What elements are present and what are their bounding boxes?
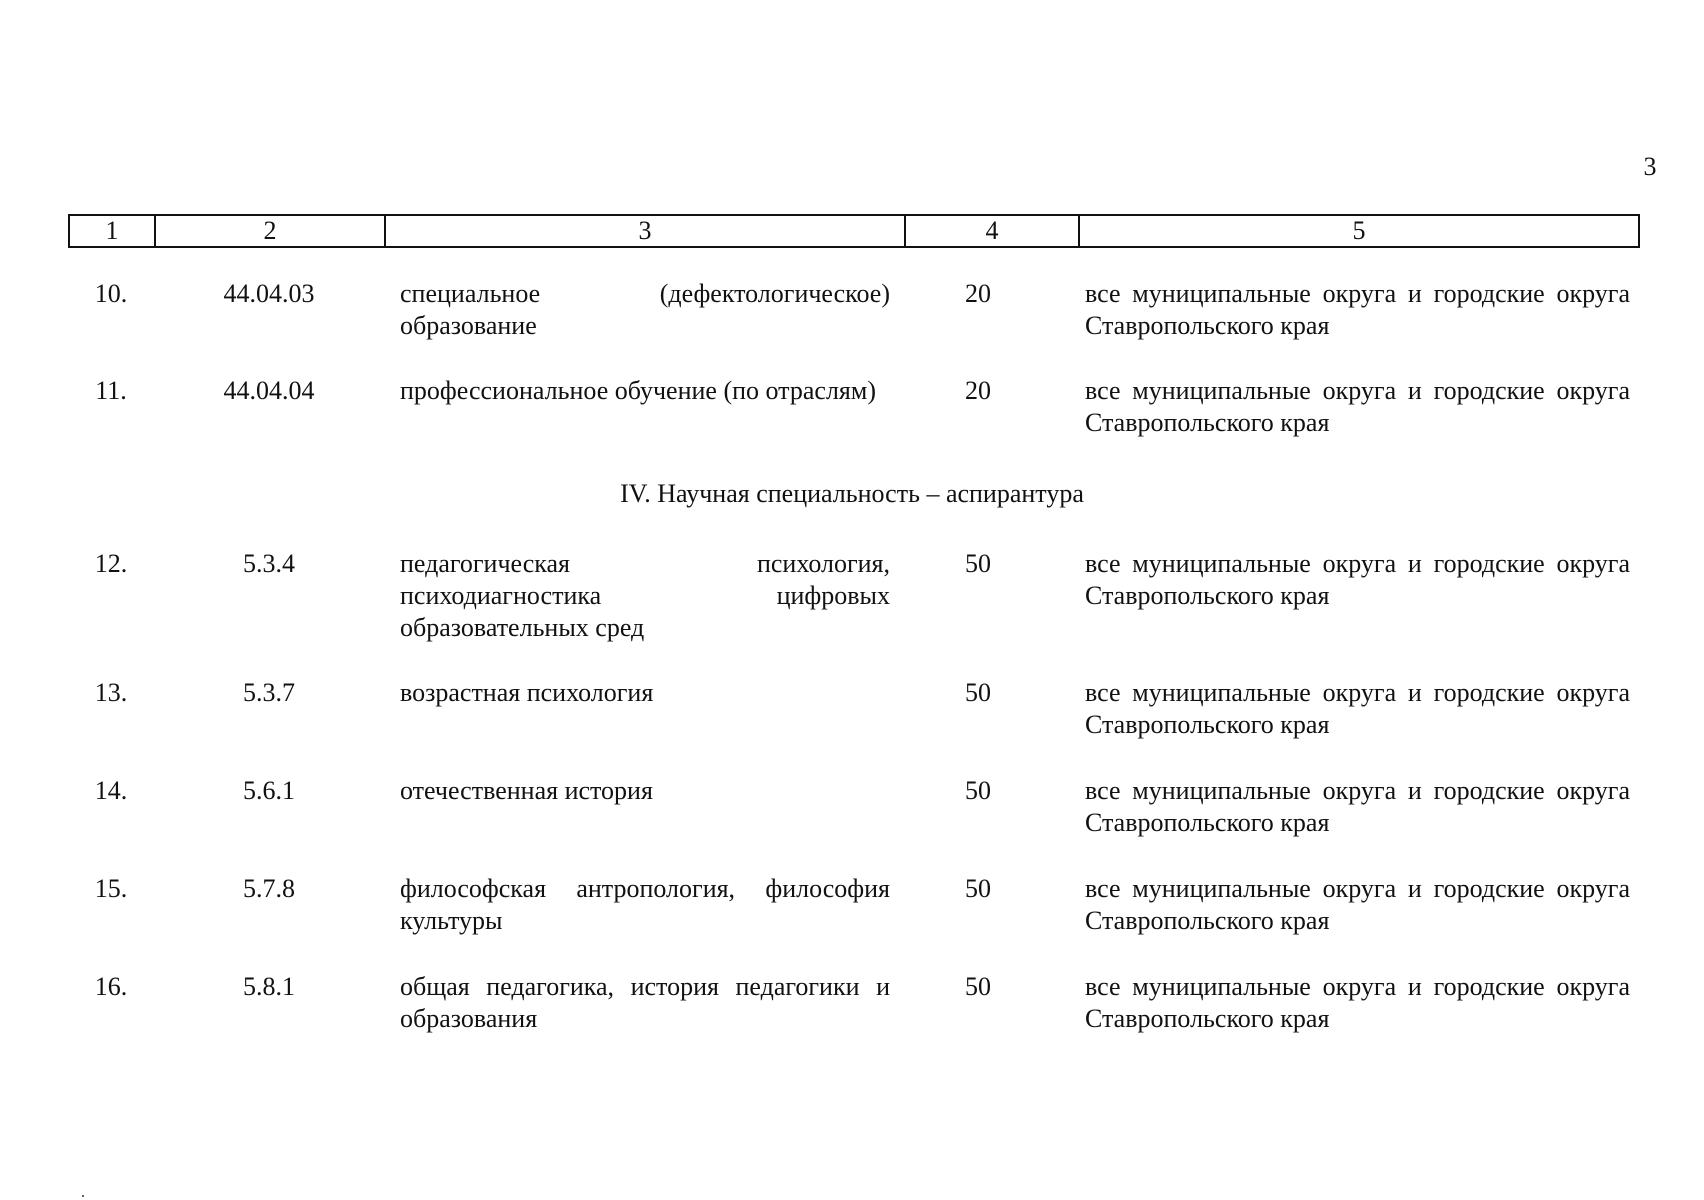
quantity: 50 (965, 549, 991, 578)
row-number: 11. (95, 376, 127, 405)
row-number: 15. (94, 874, 128, 903)
row-number: 13. (94, 678, 128, 707)
quantity: 50 (965, 678, 991, 707)
section-heading: IV. Научная специальность – аспирантура (620, 479, 1084, 508)
specialty-code: 44.04.03 (223, 279, 315, 308)
column-number-3: 3 (385, 215, 905, 247)
row-number: 10. (94, 279, 128, 308)
specialty-name: общая педагогика, история педагогики и образования (400, 972, 890, 1033)
column-number-4: 4 (905, 215, 1079, 247)
specialty-code: 5.3.4 (243, 549, 295, 578)
specialty-name: профессиональное обучение (по отраслям) (400, 376, 876, 405)
specialty-code: 5.8.1 (243, 972, 295, 1001)
quantity: 50 (965, 972, 991, 1001)
column-number-5: 5 (1079, 215, 1639, 247)
quantity: 20 (965, 376, 991, 405)
column-number-1: 1 (69, 215, 155, 247)
territory: все муниципальные округа и городские округа Ставропольского края (1085, 972, 1630, 1033)
row-number: 12. (94, 549, 128, 578)
territory: все муниципальные округа и городские округа Ставропольского края (1085, 874, 1630, 935)
specialty-name: педагогическая психология, психодиагностика цифровых образовательных сред (400, 549, 890, 642)
territory: все муниципальные округа и городские округа Ставропольского края (1085, 678, 1630, 739)
specialty-code: 5.7.8 (243, 874, 295, 903)
specialty-code: 5.3.7 (243, 678, 295, 707)
territory: все муниципальные округа и городские округа Ставропольского края (1085, 549, 1630, 610)
specialty-code: 44.04.04 (223, 376, 315, 405)
territory: все муниципальные округа и городские округа Ставропольского края (1085, 376, 1630, 437)
specialty-name: возрастная психология (400, 678, 654, 707)
territory: все муниципальные округа и городские округа Ставропольского края (1085, 776, 1630, 837)
column-number-row (69, 215, 1639, 247)
specialty-name: отечественная история (400, 776, 653, 805)
quantity: 50 (965, 874, 991, 903)
quantity: 20 (965, 279, 991, 308)
scan-artifact-dot (82, 1195, 84, 1197)
column-number-2: 2 (155, 215, 385, 247)
territory: все муниципальные округа и городские округа Ставропольского края (1085, 279, 1630, 340)
row-number: 16. (94, 972, 128, 1001)
row-number: 14. (94, 776, 128, 805)
specialty-code: 5.6.1 (243, 776, 295, 805)
specialty-name: специальное (дефектологическое) образование (400, 279, 890, 340)
specialty-name: философская антропология, философия культуры (400, 874, 890, 935)
page-number: 3 (1643, 152, 1657, 181)
quantity: 50 (965, 776, 991, 805)
column-number-header (68, 214, 1640, 248)
